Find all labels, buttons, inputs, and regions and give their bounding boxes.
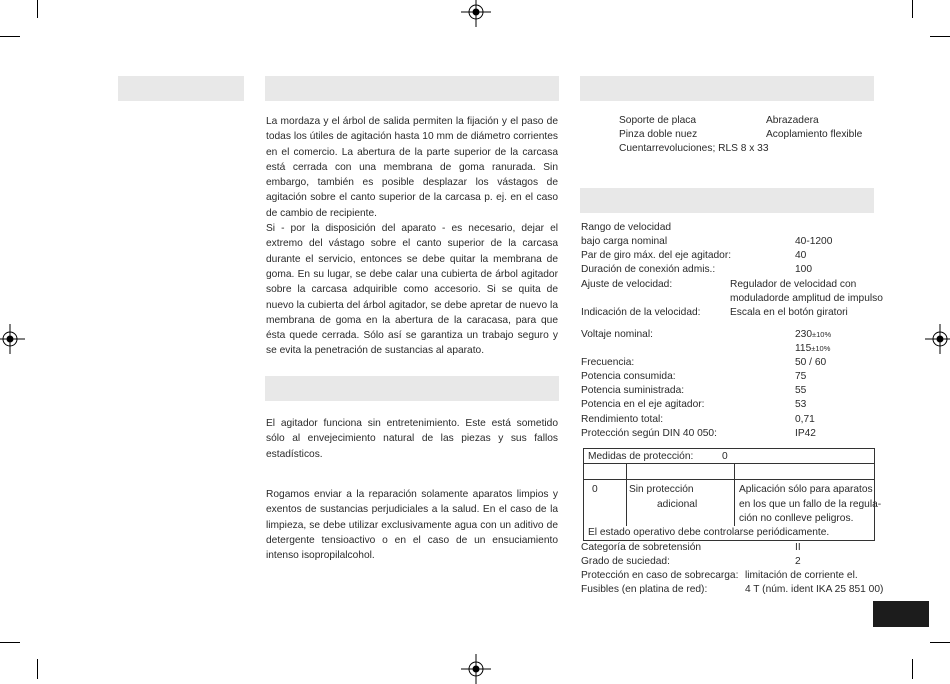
margin-header-bar bbox=[118, 76, 244, 101]
crop-mark bbox=[930, 36, 950, 37]
table-footer: El estado operativo debe controlarse periódicamente. bbox=[588, 527, 830, 538]
spec-row bbox=[581, 306, 881, 320]
protection-table bbox=[583, 448, 882, 541]
spec-label: Par de giro máx. del eje agitador: bbox=[581, 250, 732, 261]
crop-mark bbox=[37, 659, 38, 679]
spec-label: Protección según DIN 40 050: bbox=[581, 428, 717, 439]
intro-paragraph: La mordaza y el árbol de salida permiten la fijación y el paso de todas los útiles de agitación hasta 10 mm de diámetro corrientes en el comercio. La abertura de la parte superior de la carcasa está cerrada con una membrana de goma ranurada. Sin embargo, también es posible desplazar los vástagos de agitación sobre el canto superior de la carcasa p. ej. en el caso de cambio de recipiente. bbox=[266, 116, 558, 219]
spec-row bbox=[581, 356, 881, 370]
spec-label: Duración de conexión admis.: bbox=[581, 264, 716, 275]
accessory-item: Soporte de placa bbox=[619, 115, 697, 126]
spec-row bbox=[581, 555, 881, 569]
accessory-item: Acoplamiento flexible bbox=[766, 129, 863, 140]
repair-text: Rogamos enviar a la reparación solamente aparatos limpios y exentos de sustancias perjudiciales a la salud. En el caso de la limpieza, se debe utilizar exclusivamente agua con un aditivo de detergente tensioactivo o en el caso de un ensuciamiento intenso isopropilalcohol. bbox=[266, 489, 558, 562]
spec-row bbox=[581, 541, 881, 555]
section-header-bar bbox=[265, 76, 559, 101]
spec-row bbox=[581, 569, 881, 583]
spec-label: Rango de velocidad bbox=[581, 222, 672, 233]
spec-value: 0,71 bbox=[795, 414, 815, 425]
accessory-row bbox=[619, 142, 879, 156]
registration-mark-icon bbox=[925, 324, 950, 354]
page-number-tab bbox=[873, 601, 929, 627]
crop-mark bbox=[930, 642, 950, 643]
spec-value: IP42 bbox=[795, 428, 816, 439]
registration-mark-icon bbox=[461, 0, 491, 27]
table-cell: 0 bbox=[592, 484, 598, 495]
spec-row bbox=[581, 278, 881, 292]
crop-mark bbox=[0, 36, 20, 37]
spec-value: 4 T (núm. ident IKA 25 851 00) bbox=[745, 584, 884, 595]
section-header-bar bbox=[580, 188, 874, 213]
spec-value: 100 bbox=[795, 264, 812, 275]
table-cell: Aplicación sólo para aparatos bbox=[739, 484, 873, 495]
spec-value: 50 / 60 bbox=[795, 357, 827, 368]
spec-label: Frecuencia: bbox=[581, 357, 635, 368]
table-header-value: 0 bbox=[722, 451, 728, 462]
intro-paragraph: Si - por la disposición del aparato - es necesario, dejar el extremo del vástago sobre el canto superior de la carcasa durante el servicio, entonces se debe quitar la membrana de goma. En su lugar, se debe calar una cubierta de árbol agitador sobre la carcasa adquirible como accesorio. Si se quita de nuevo la cubierta del árbol agitador, se debe apretar de nuevo la membrana de goma en la abertura de la caracasa, para que ésta quede cerrada. Sólo así se garantiza un trabajo seguro y se evita la penetración de sustancias al aparato. bbox=[266, 223, 558, 357]
spec-value: moduladorde amplitud de impulso bbox=[730, 293, 883, 304]
spec-label: Protección en caso de sobrecarga: bbox=[581, 570, 739, 581]
spec-label: Voltaje nominal: bbox=[581, 329, 653, 340]
table-cell: adicional bbox=[657, 499, 698, 510]
spec-label: bajo carga nominal bbox=[581, 236, 668, 247]
table-divider bbox=[584, 479, 874, 480]
spec-value: II bbox=[795, 542, 801, 553]
spec-value: 40 bbox=[795, 250, 807, 261]
table-divider bbox=[734, 463, 735, 526]
table-header-label: Medidas de protección: bbox=[588, 451, 694, 462]
spec-label: Grado de suciedad: bbox=[581, 556, 670, 567]
table-cell: en los que un fallo de la regula- bbox=[739, 499, 882, 510]
crop-mark bbox=[0, 642, 20, 643]
spec-label: Potencia suministrada: bbox=[581, 385, 685, 396]
accessory-row bbox=[619, 128, 879, 142]
spec-row bbox=[581, 384, 881, 398]
spec-row bbox=[581, 249, 881, 263]
spec-value: 230±10% bbox=[795, 329, 832, 340]
spec-row bbox=[581, 328, 881, 342]
crop-mark bbox=[912, 0, 913, 18]
spec-row bbox=[581, 583, 884, 597]
registration-mark-icon bbox=[461, 654, 491, 684]
spec-value: 75 bbox=[795, 371, 807, 382]
maintenance-text: El agitador funciona sin entretenimiento. Este está sometido sólo al envejecimiento natural de las piezas y sus fallos estadísticos. bbox=[266, 418, 558, 460]
spec-label: Potencia en el eje agitador: bbox=[581, 399, 705, 410]
table-cell: ción no conlleve peligros. bbox=[739, 513, 854, 524]
accessory-row bbox=[619, 114, 879, 128]
intro-text bbox=[266, 114, 558, 359]
spec-value: Regulador de velocidad con bbox=[730, 279, 857, 290]
accessory-item: Cuentarrevoluciones; RLS 8 x 33 bbox=[619, 143, 769, 154]
spec-label: Rendimiento total: bbox=[581, 414, 664, 425]
spec-row bbox=[581, 413, 881, 427]
spec-label: Potencia consumida: bbox=[581, 371, 676, 382]
spec-row bbox=[581, 235, 881, 249]
spec-value: 40-1200 bbox=[795, 236, 833, 247]
section-header-bar bbox=[580, 76, 874, 101]
spec-row bbox=[581, 292, 881, 306]
crop-mark bbox=[37, 0, 38, 18]
spec-value: limitación de corriente el. bbox=[745, 570, 858, 581]
spec-row bbox=[581, 263, 881, 277]
spec-value: 55 bbox=[795, 385, 807, 396]
spec-value: Escala en el botón giratori bbox=[730, 307, 848, 318]
table-divider bbox=[626, 463, 627, 526]
table-cell: Sin protección bbox=[629, 484, 694, 495]
accessory-item: Pinza doble nuez bbox=[619, 129, 698, 140]
crop-mark bbox=[912, 659, 913, 679]
spec-row bbox=[581, 427, 881, 441]
spec-row bbox=[581, 398, 881, 412]
spec-value: 53 bbox=[795, 399, 807, 410]
spec-label: Indicación de la velocidad: bbox=[581, 307, 701, 318]
spec-label: Ajuste de velocidad: bbox=[581, 279, 673, 290]
spec-label: Categoría de sobretensión bbox=[581, 542, 702, 553]
spec-row bbox=[581, 342, 881, 356]
section-header-bar bbox=[265, 376, 559, 401]
spec-row bbox=[581, 370, 881, 384]
spec-row bbox=[581, 221, 881, 235]
spec-value: 2 bbox=[795, 556, 801, 567]
spec-value: 115±10% bbox=[795, 343, 831, 354]
registration-mark-icon bbox=[0, 324, 25, 354]
accessory-item: Abrazadera bbox=[766, 115, 819, 126]
spec-label: Fusibles (en platina de red): bbox=[581, 584, 708, 595]
